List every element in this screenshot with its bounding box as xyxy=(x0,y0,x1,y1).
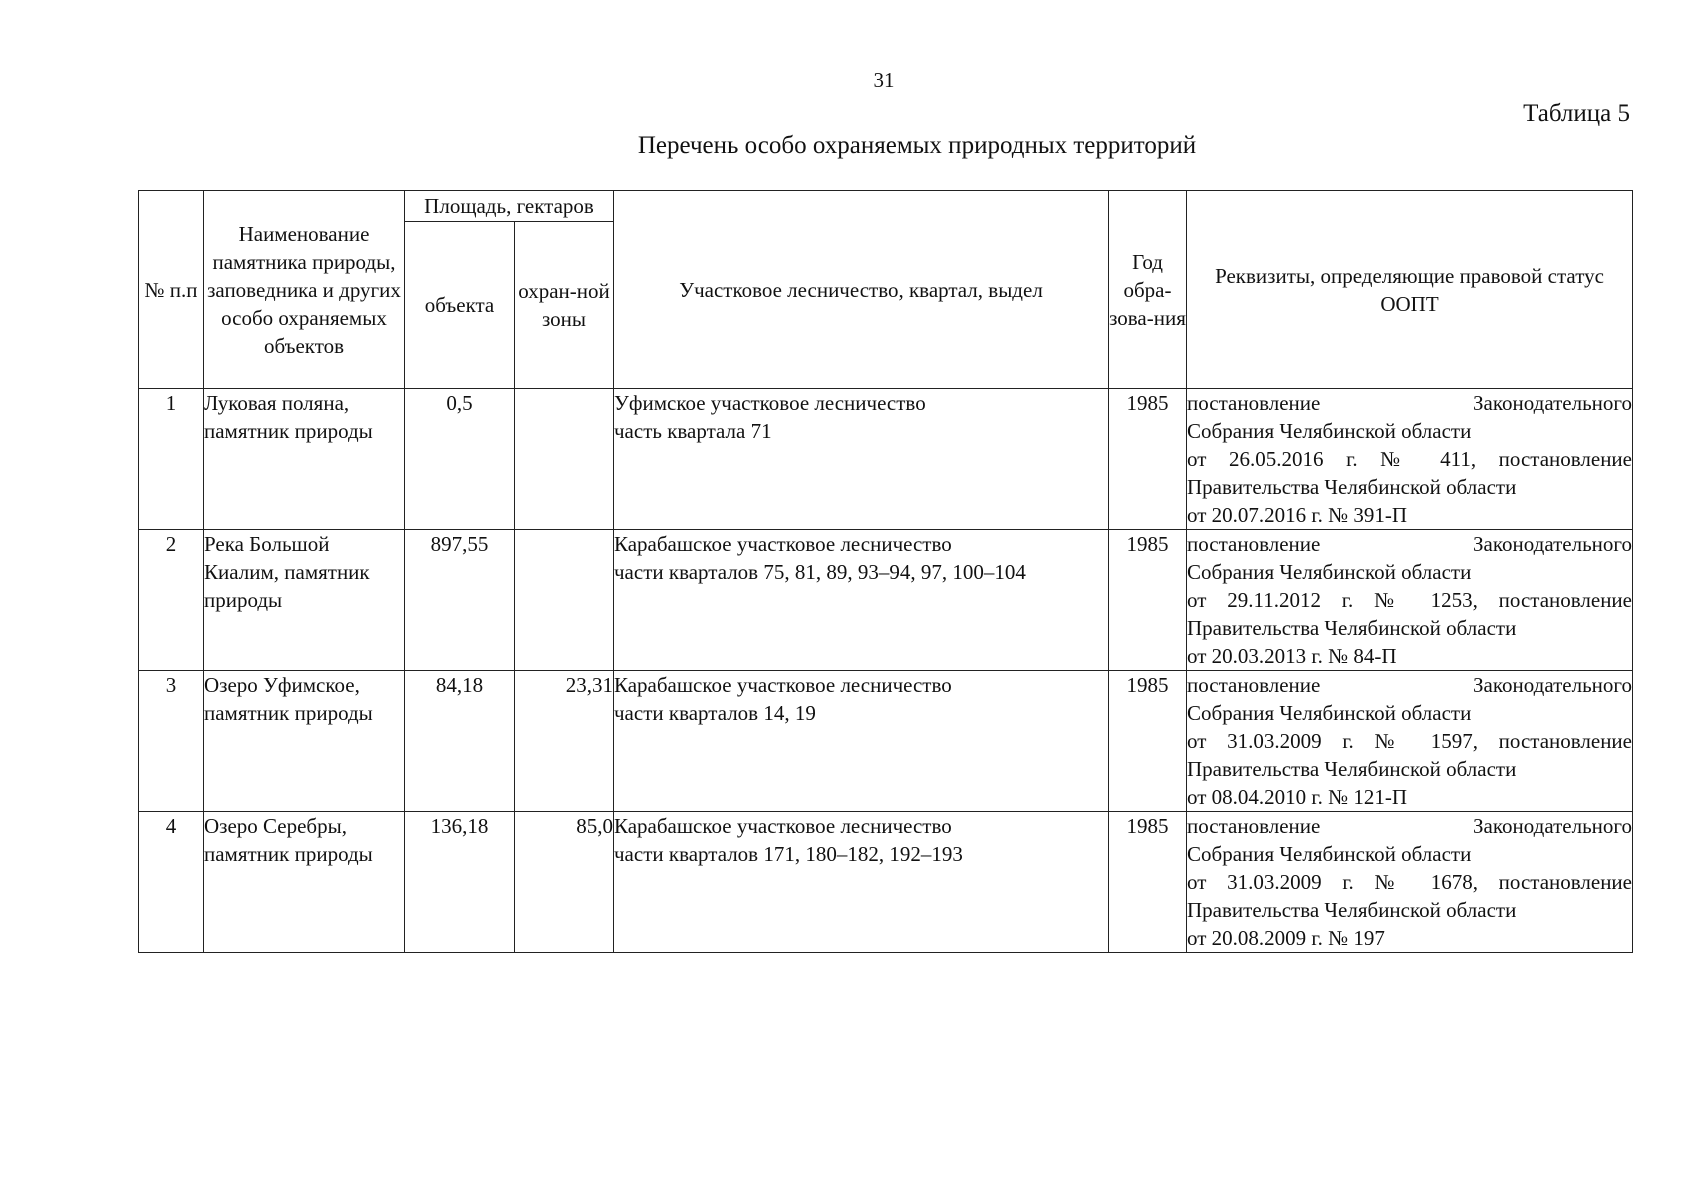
table-row xyxy=(139,389,1633,530)
table-row xyxy=(139,530,1633,671)
requisites-line: Собрания Челябинской области xyxy=(1187,842,1472,866)
requisites-line: от 08.04.2010 г. № 121-П xyxy=(1187,785,1408,809)
founded-year: 1985 xyxy=(1109,530,1187,671)
header-area-object: объекта xyxy=(405,222,515,389)
forestry-quarters: часть квартала 71 xyxy=(614,419,772,443)
requisites-line: Правительства Челябинской области xyxy=(1187,475,1517,499)
header-forestry: Участковое лесничество, квартал, выдел xyxy=(614,191,1109,389)
requisites-line: от 29.11.2012 г. № 1253, постановление xyxy=(1187,588,1632,612)
requisites-line: от 31.03.2009 г. № 1597, постановление xyxy=(1187,729,1632,753)
requisites-line: от 31.03.2009 г. № 1678, постановление xyxy=(1187,870,1632,894)
zone-area xyxy=(515,389,614,530)
object-area: 136,18 xyxy=(405,812,515,953)
object-area: 84,18 xyxy=(405,671,515,812)
requisites-cell xyxy=(1187,812,1633,953)
object-area: 897,55 xyxy=(405,530,515,671)
requisites-cell xyxy=(1187,671,1633,812)
object-name: Луковая поляна, памятник природы xyxy=(204,389,405,530)
requisites-line: постановление Законодательного xyxy=(1187,814,1632,838)
forestry-cell xyxy=(614,812,1109,953)
founded-year: 1985 xyxy=(1109,671,1187,812)
forestry-cell xyxy=(614,671,1109,812)
row-number: 3 xyxy=(139,671,204,812)
object-area: 0,5 xyxy=(405,389,515,530)
table-row xyxy=(139,671,1633,812)
header-area-zone: охран-ной зоны xyxy=(515,222,614,389)
founded-year: 1985 xyxy=(1109,812,1187,953)
requisites-line: Собрания Челябинской области xyxy=(1187,701,1472,725)
requisites-cell xyxy=(1187,389,1633,530)
forestry-cell xyxy=(614,530,1109,671)
object-name: Река Большой Киалим, памятник природы xyxy=(204,530,405,671)
requisites-line: постановление Законодательного xyxy=(1187,673,1632,697)
forestry-name: Карабашское участковое лесничество xyxy=(614,532,952,556)
protected-areas-table xyxy=(138,190,1633,953)
zone-area: 23,31 xyxy=(515,671,614,812)
object-name: Озеро Уфимское, памятник природы xyxy=(204,671,405,812)
row-number: 1 xyxy=(139,389,204,530)
requisites-line: от 20.08.2009 г. № 197 xyxy=(1187,926,1385,950)
forestry-quarters: части кварталов 14, 19 xyxy=(614,701,816,725)
header-num: № п.п xyxy=(139,191,204,389)
forestry-name: Карабашское участковое лесничество xyxy=(614,673,952,697)
requisites-line: Правительства Челябинской области xyxy=(1187,616,1517,640)
page-number: 31 xyxy=(873,68,895,92)
document-title: Перечень особо охраняемых природных территорий xyxy=(637,132,1197,159)
forestry-name: Уфимское участковое лесничество xyxy=(614,391,926,415)
zone-area: 85,0 xyxy=(515,812,614,953)
forestry-quarters: части кварталов 171, 180–182, 192–193 xyxy=(614,842,963,866)
requisites-line: Правительства Челябинской области xyxy=(1187,898,1517,922)
zone-area xyxy=(515,530,614,671)
header-name: Наименование памятника природы, заповедника и других особо охраняемых объектов xyxy=(204,191,405,389)
row-number: 2 xyxy=(139,530,204,671)
header-row xyxy=(139,191,1633,222)
requisites-line: от 20.03.2013 г. № 84-П xyxy=(1187,644,1397,668)
requisites-line: постановление Законодательного xyxy=(1187,532,1632,556)
forestry-cell xyxy=(614,389,1109,530)
forestry-name: Карабашское участковое лесничество xyxy=(614,814,952,838)
requisites-line: от 20.07.2016 г. № 391-П xyxy=(1187,503,1408,527)
forestry-quarters: части кварталов 75, 81, 89, 93–94, 97, 100–104 xyxy=(614,560,1026,584)
table-label: Таблица 5 xyxy=(1523,100,1630,127)
object-name: Озеро Серебры, памятник природы xyxy=(204,812,405,953)
header-year: Год обра-зова-ния xyxy=(1109,191,1187,389)
requisites-line: Правительства Челябинской области xyxy=(1187,757,1517,781)
table-row xyxy=(139,812,1633,953)
requisites-cell xyxy=(1187,530,1633,671)
founded-year: 1985 xyxy=(1109,389,1187,530)
requisites-line: постановление Законодательного xyxy=(1187,391,1632,415)
requisites-line: Собрания Челябинской области xyxy=(1187,560,1472,584)
header-requisites: Реквизиты, определяющие правовой статус ООПТ xyxy=(1187,191,1633,389)
header-area-group: Площадь, гектаров xyxy=(405,191,614,222)
requisites-line: от 26.05.2016 г. № 411, постановление xyxy=(1187,447,1632,471)
requisites-line: Собрания Челябинской области xyxy=(1187,419,1472,443)
row-number: 4 xyxy=(139,812,204,953)
